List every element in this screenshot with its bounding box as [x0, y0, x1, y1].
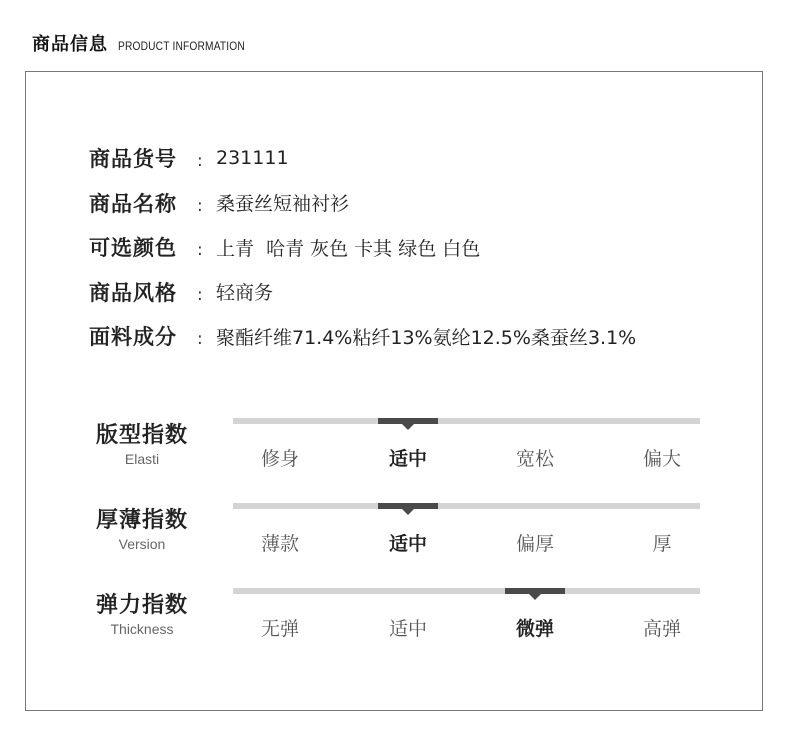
index-option: 无弹	[260, 618, 299, 640]
info-row-fabric	[89, 314, 636, 359]
info-colon: :	[197, 240, 203, 261]
index-marker	[378, 418, 438, 424]
index-track	[233, 418, 700, 424]
index-label-en: Thickness	[110, 621, 174, 637]
section-header	[32, 30, 267, 56]
index-option: 宽松	[515, 448, 554, 470]
index-label: 厚薄指数	[95, 508, 188, 533]
info-row-colors	[89, 225, 636, 270]
index-track	[233, 503, 700, 509]
index-track	[233, 588, 700, 594]
info-colon: :	[197, 284, 203, 305]
index-option: 厚	[652, 533, 672, 555]
index-option: 修身	[260, 448, 299, 470]
info-value: 桑蚕丝短袖衬衫	[216, 193, 350, 216]
index-marker	[505, 588, 565, 594]
index-elasticity	[89, 588, 709, 668]
marker-pointer-icon	[402, 424, 414, 430]
info-value: 聚酯纤维71.4%粘纤13%氨纶12.5%桑蚕丝3.1%	[216, 326, 637, 349]
info-label: 商品货号	[89, 147, 177, 172]
info-colon: :	[197, 195, 203, 216]
info-colon: :	[197, 151, 203, 172]
info-value: 轻商务	[216, 282, 274, 305]
index-option: 微弹	[515, 618, 554, 640]
index-option: 偏厚	[515, 533, 554, 555]
index-marker	[378, 503, 438, 509]
index-option: 高弹	[642, 618, 681, 640]
product-info-list	[89, 136, 636, 359]
index-option: 适中	[388, 618, 427, 640]
info-value: 231111	[216, 147, 289, 170]
info-row-style	[89, 270, 636, 315]
marker-pointer-icon	[529, 594, 541, 600]
info-row-product-name	[89, 181, 636, 226]
info-colon: :	[197, 329, 203, 350]
info-label: 面料成分	[89, 325, 177, 350]
info-row-item-number	[89, 136, 636, 181]
index-label: 版型指数	[95, 423, 188, 448]
index-option: 适中	[388, 448, 427, 470]
section-subtitle: PRODUCT INFORMATION	[118, 39, 245, 53]
info-value: 上青 哈青 灰色 卡其 绿色 白色	[216, 237, 481, 260]
index-label-en: Version	[118, 536, 166, 552]
index-thickness	[89, 503, 709, 583]
index-fit	[89, 418, 709, 498]
index-option: 适中	[388, 533, 427, 555]
index-label: 弹力指数	[95, 593, 188, 618]
section-title: 商品信息	[32, 34, 108, 55]
marker-pointer-icon	[402, 509, 414, 515]
index-label-en: Elasti	[124, 451, 160, 467]
index-option: 薄款	[260, 533, 299, 555]
info-label: 商品名称	[89, 191, 177, 216]
info-label: 可选颜色	[89, 236, 177, 261]
index-option: 偏大	[642, 448, 681, 470]
info-label: 商品风格	[89, 280, 177, 305]
